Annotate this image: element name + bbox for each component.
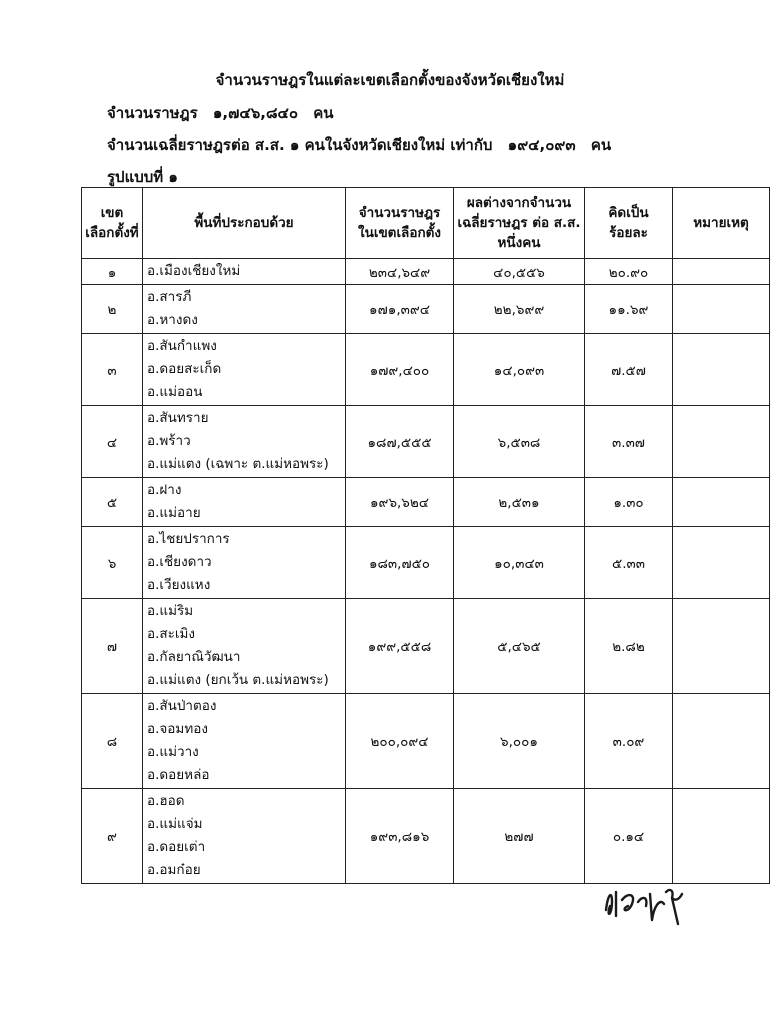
- district-number-cell: ๖: [82, 527, 143, 599]
- area-item: อ.พร้าว: [147, 433, 191, 449]
- population-cell: ๑๙๖,๖๒๔: [346, 478, 454, 527]
- header-population-line: จำนวนราษฎร: [358, 205, 441, 221]
- area-item: อ.กัลยาณิวัฒนา: [147, 649, 241, 665]
- area-item: อ.แม่ริม: [147, 603, 194, 619]
- remark-cell: [673, 694, 770, 789]
- header-difference-line: หนึ่งคน: [497, 235, 541, 251]
- header-percent-line: ร้อยละ: [609, 225, 648, 241]
- difference-cell: ๒,๕๓๑: [454, 478, 585, 527]
- area-item: อ.หางดง: [147, 312, 198, 328]
- percent-cell: ๗.๕๗: [585, 334, 673, 406]
- area-item: อ.เวียงแหง: [147, 577, 211, 593]
- district-number-cell: ๓: [82, 334, 143, 406]
- header-district-line: เลือกตั้งที่: [85, 225, 139, 241]
- remark-cell: [673, 599, 770, 694]
- area-item: อ.แม่ออน: [147, 384, 203, 400]
- table-row: [82, 285, 770, 334]
- area-item: อ.เชียงดาว: [147, 554, 212, 570]
- difference-cell: ๒๗๗: [454, 789, 585, 884]
- page-title: จำนวนราษฎรในแต่ละเขตเลือกตั้งของจังหวัดเชียงใหม่: [215, 71, 565, 89]
- difference-cell: ๑๐,๓๔๓: [454, 527, 585, 599]
- average-line: [107, 133, 611, 157]
- average-label: จำนวนเฉลี่ยราษฎรต่อ ส.ส. ๑ คนในจังหวัดเชียงใหม่ เท่ากับ: [107, 136, 493, 154]
- header-percent: [585, 188, 673, 259]
- area-item: อ.ฝาง: [147, 482, 182, 498]
- header-population-line: ในเขตเลือกตั้ง: [358, 225, 441, 241]
- areas-cell: [143, 599, 346, 694]
- remark-cell: [673, 406, 770, 478]
- population-label: จำนวนราษฎร: [107, 104, 198, 122]
- table-body: [82, 259, 770, 884]
- areas-cell: [143, 334, 346, 406]
- areas-cell: [143, 259, 346, 285]
- table-row: [82, 599, 770, 694]
- districts-table: [81, 187, 770, 884]
- header-district: [82, 188, 143, 259]
- district-number-cell: ๒: [82, 285, 143, 334]
- header-areas: [143, 188, 346, 259]
- header-district-line: เขต: [100, 205, 124, 221]
- table-row: [82, 406, 770, 478]
- table-row: [82, 789, 770, 884]
- remark-cell: [673, 478, 770, 527]
- area-item: อ.ฮอด: [147, 793, 185, 809]
- average-value: ๑๙๔,๐๙๓: [507, 136, 576, 154]
- remark-cell: [673, 259, 770, 285]
- header-difference-line: ผลต่างจากจำนวน: [466, 195, 572, 211]
- area-item: อ.ดอยเต่า: [147, 839, 206, 855]
- area-item: อ.จอมทอง: [147, 721, 208, 737]
- population-unit: คน: [313, 104, 334, 122]
- population-cell: ๑๘๗,๕๕๕: [346, 406, 454, 478]
- population-cell: ๑๘๓,๗๕๐: [346, 527, 454, 599]
- percent-cell: ๒๐.๙๐: [585, 259, 673, 285]
- population-cell: ๑๗๙,๔๐๐: [346, 334, 454, 406]
- table-row: [82, 334, 770, 406]
- percent-cell: ๐.๑๔: [585, 789, 673, 884]
- district-number-cell: ๙: [82, 789, 143, 884]
- area-item: อ.สันกำแพง: [147, 338, 217, 354]
- format-line: รูปแบบที่ ๑: [107, 168, 178, 186]
- area-item: อ.สันป่าตอง: [147, 698, 217, 714]
- district-number-cell: ๕: [82, 478, 143, 527]
- area-item: อ.เมืองเชียงใหม่: [147, 263, 241, 279]
- remark-cell: [673, 789, 770, 884]
- percent-cell: ๓.๐๙: [585, 694, 673, 789]
- area-item: อ.แม่อาย: [147, 505, 201, 521]
- area-item: อ.ดอยหล่อ: [147, 767, 210, 783]
- table-row: [82, 694, 770, 789]
- area-item: อ.ดอยสะเก็ด: [147, 361, 222, 377]
- percent-cell: ๓.๓๗: [585, 406, 673, 478]
- population-cell: ๒๓๔,๖๔๙: [346, 259, 454, 285]
- difference-cell: ๔๐,๕๕๖: [454, 259, 585, 285]
- areas-cell: [143, 406, 346, 478]
- header-percent-line: คิดเป็น: [608, 205, 649, 221]
- header-difference-line: เฉลี่ยราษฎร ต่อ ส.ส.: [457, 215, 581, 231]
- percent-cell: ๑๑.๖๙: [585, 285, 673, 334]
- percent-cell: ๒.๘๒: [585, 599, 673, 694]
- areas-cell: [143, 694, 346, 789]
- table-header-row: [82, 188, 770, 259]
- header-population: [346, 188, 454, 259]
- header-areas-line: พื้นที่ประกอบด้วย: [194, 215, 294, 231]
- area-item: อ.สารภี: [147, 289, 192, 305]
- header-remark-line: หมายเหตุ: [693, 215, 749, 231]
- difference-cell: ๑๔,๐๙๓: [454, 334, 585, 406]
- population-value: ๑,๗๔๖,๘๔๐: [212, 104, 299, 122]
- table-row: [82, 259, 770, 285]
- difference-cell: ๖,๕๓๘: [454, 406, 585, 478]
- difference-cell: ๕,๔๖๕: [454, 599, 585, 694]
- area-item: อ.แม่วาง: [147, 744, 199, 760]
- area-item: อ.แม่แตง (เฉพาะ ต.แม่หอพระ): [147, 456, 329, 472]
- remark-cell: [673, 334, 770, 406]
- population-cell: ๒๐๐,๐๙๔: [346, 694, 454, 789]
- percent-cell: ๑.๓๐: [585, 478, 673, 527]
- population-line: [107, 101, 334, 125]
- remark-cell: [673, 527, 770, 599]
- header-difference: [454, 188, 585, 259]
- header-remark: [673, 188, 770, 259]
- district-number-cell: ๔: [82, 406, 143, 478]
- area-item: อ.ไชยปราการ: [147, 531, 230, 547]
- population-cell: ๑๙๓,๘๑๖: [346, 789, 454, 884]
- areas-cell: [143, 478, 346, 527]
- signature: [598, 880, 698, 928]
- district-number-cell: ๗: [82, 599, 143, 694]
- average-unit: คน: [590, 136, 612, 154]
- area-item: อ.แม่แตง (ยกเว้น ต.แม่หอพระ): [147, 672, 329, 688]
- remark-cell: [673, 285, 770, 334]
- area-item: อ.แม่แจ่ม: [147, 816, 203, 832]
- areas-cell: [143, 285, 346, 334]
- population-cell: ๑๗๑,๓๙๔: [346, 285, 454, 334]
- areas-cell: [143, 789, 346, 884]
- district-number-cell: ๘: [82, 694, 143, 789]
- difference-cell: ๖,๐๐๑: [454, 694, 585, 789]
- population-cell: ๑๙๙,๕๕๘: [346, 599, 454, 694]
- area-item: อ.สะเมิง: [147, 626, 195, 642]
- areas-cell: [143, 527, 346, 599]
- area-item: อ.อมก๋อย: [147, 862, 201, 878]
- difference-cell: ๒๒,๖๙๙: [454, 285, 585, 334]
- table-row: [82, 478, 770, 527]
- table-row: [82, 527, 770, 599]
- percent-cell: ๕.๓๓: [585, 527, 673, 599]
- district-number-cell: ๑: [82, 259, 143, 285]
- area-item: อ.สันทราย: [147, 410, 209, 426]
